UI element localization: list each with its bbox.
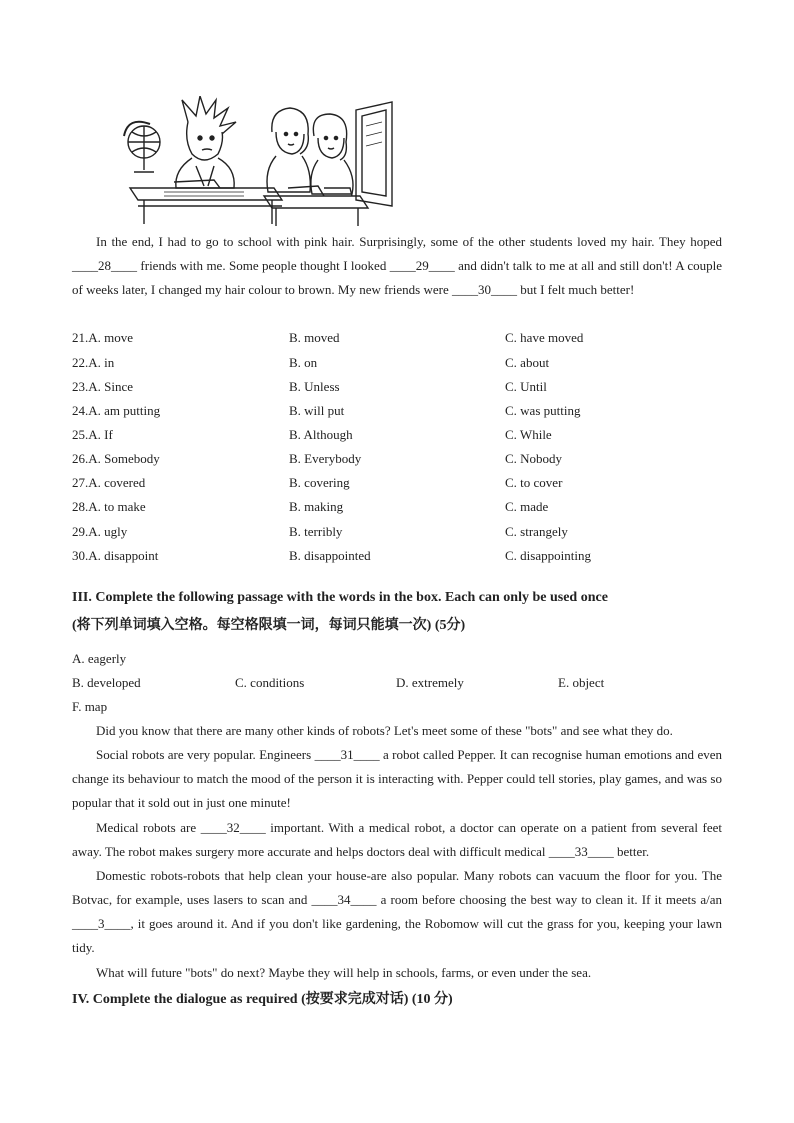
option-b: B. moved xyxy=(289,330,340,345)
word-box-row-1 xyxy=(72,647,272,671)
option-b: B. covering xyxy=(289,475,350,490)
option-c: C. Nobody xyxy=(505,451,563,466)
option-row-22 xyxy=(72,351,722,375)
option-a: 27.A. covered xyxy=(72,475,146,490)
option-row-29 xyxy=(72,520,722,544)
option-b: B. disappointed xyxy=(289,548,371,563)
option-c: C. strangely xyxy=(505,524,568,539)
globe-icon xyxy=(124,122,160,172)
option-row-21 xyxy=(72,326,722,350)
robot-passage-intro: Did you know that there are many other kinds of robots? Let's meet some of these "bots" and see what they do. xyxy=(96,723,673,738)
section-3-heading-cn: (将下列单词填入空格。每空格限填一词，每词只能填一次) (5分) xyxy=(72,618,466,633)
word-option-b: B. developed xyxy=(72,675,141,690)
option-c: C. Until xyxy=(505,379,547,394)
option-row-28 xyxy=(72,495,722,519)
option-a: 21.A. move xyxy=(72,330,134,345)
word-option-c: C. conditions xyxy=(235,675,305,690)
option-b: B. Unless xyxy=(289,379,340,394)
option-c: C. While xyxy=(505,427,552,442)
section-3-heading: III. Complete the following passage with the words in the box. Each can only be used once xyxy=(72,590,608,605)
option-c: C. disappointing xyxy=(505,548,591,563)
option-c: C. about xyxy=(505,355,550,370)
robot-passage-future: What will future "bots" do next? Maybe they will help in schools, farms, or even under the sea. xyxy=(96,965,592,980)
desk-left xyxy=(130,180,282,224)
option-c: C. made xyxy=(505,499,549,514)
option-b: B. making xyxy=(289,499,344,514)
option-a: 30.A. disappoint xyxy=(72,548,159,563)
student-girl-left xyxy=(267,108,310,192)
option-row-25 xyxy=(72,423,722,447)
option-row-24 xyxy=(72,399,722,423)
option-b: B. Although xyxy=(289,427,353,442)
option-a: 28.A. to make xyxy=(72,499,146,514)
option-a: 26.A. Somebody xyxy=(72,451,160,466)
student-girl-right xyxy=(311,114,353,194)
option-row-26 xyxy=(72,447,722,471)
word-option-e: E. object xyxy=(558,675,605,690)
robot-passage-domestic: Domestic robots-robots that help clean your house-are also popular. Many robots can vacuum the floor for you. The Botvac, for example, uses lasers to scan and ____34____ a room before choosing the best way to clean it. If it meets a/an ____3____, it goes around it. And if you don't like gardening, the Robomow will cut the grass for you, keeping your lawn tidy. xyxy=(72,868,722,955)
option-b: B. will put xyxy=(289,403,345,418)
option-a: 25.A. If xyxy=(72,427,113,442)
option-b: B. on xyxy=(289,355,318,370)
option-c: C. to cover xyxy=(505,475,563,490)
option-b: B. terribly xyxy=(289,524,343,539)
word-option-d: D. extremely xyxy=(396,675,464,690)
option-c: C. have moved xyxy=(505,330,584,345)
option-c: C. was putting xyxy=(505,403,581,418)
student-spiky-hair xyxy=(176,96,236,188)
section-4-heading: IV. Complete the dialogue as required (按要求完成对话) (10 分) xyxy=(72,992,453,1007)
option-a: 23.A. Since xyxy=(72,379,134,394)
option-row-27 xyxy=(72,471,722,495)
option-a: 24.A. am putting xyxy=(72,403,161,418)
option-a: 22.A. in xyxy=(72,355,115,370)
passage-ending-paragraph: In the end, I had to go to school with pink hair. Surprisingly, some of the other students loved my hair. They hoped ____28____ friends with me. Some people thought I looked ____29____ and didn't talk to me at all and still don't! A couple of weeks later, I changed my hair colour to brown. My new friends were ____30____ but I felt much better! xyxy=(72,234,722,297)
option-row-30 xyxy=(72,544,722,568)
option-a: 29.A. ugly xyxy=(72,524,128,539)
word-option-f: F. map xyxy=(72,699,108,714)
blackboard xyxy=(356,102,392,206)
robot-passage-social: Social robots are very popular. Engineers ____31____ a robot called Pepper. It can recognise human emotions and even change its behaviour to match the mood of the person it is interacting with. Pepper could tell stories, play games, and was so popular that it sold out in just one minute! xyxy=(72,747,722,810)
option-row-23 xyxy=(72,375,722,399)
classroom-illustration xyxy=(104,96,394,228)
word-box-row-3 xyxy=(72,695,272,719)
word-box-row-2 xyxy=(72,671,722,695)
option-b: B. Everybody xyxy=(289,451,362,466)
word-option-a: A. eagerly xyxy=(72,651,127,666)
robot-passage-medical: Medical robots are ____32____ important. With a medical robot, a doctor can operate on a patient from several feet away. The robot makes surgery more accurate and helps doctors deal with difficult medical ____33____ better. xyxy=(72,820,722,859)
